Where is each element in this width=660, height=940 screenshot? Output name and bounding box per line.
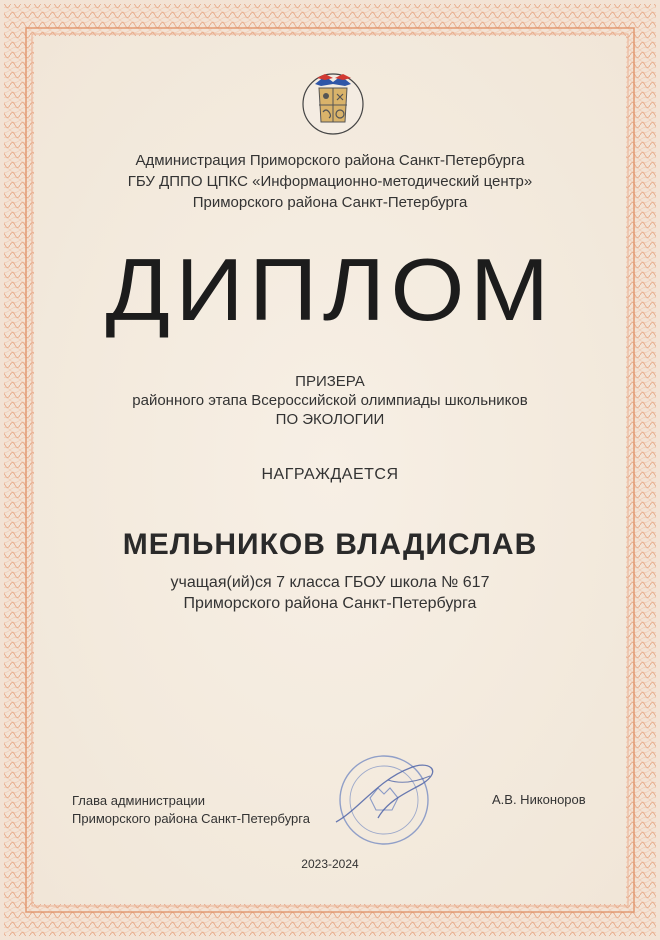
organization-line-1: Администрация Приморского района Санкт-Петербурга <box>135 152 525 169</box>
recipient-details <box>0 572 660 614</box>
signer-name: А.В. Никоноров <box>492 792 586 807</box>
recipient-district: Приморского района Санкт-Петербурга <box>183 595 477 612</box>
signer-position-line-1: Глава администрации <box>72 793 206 808</box>
signer-position-line-2: Приморского района Санкт-Петербурга <box>72 811 310 826</box>
signer-position <box>72 792 310 828</box>
award-description <box>0 372 660 429</box>
organization-line-3: Приморского района Санкт-Петербурга <box>192 194 468 211</box>
organization-header <box>0 150 660 213</box>
diploma-title: ДИПЛОМ <box>105 240 555 339</box>
awarded-label: НАГРАЖДАЕТСЯ <box>261 466 399 483</box>
recipient-name: МЕЛЬНИКОВ ВЛАДИСЛАВ <box>122 528 538 561</box>
olympiad-emblem-icon <box>295 66 371 138</box>
award-subject: ПО ЭКОЛОГИИ <box>275 411 385 428</box>
organization-line-2: ГБУ ДППО ЦПКС «Информационно-методический центр» <box>127 173 533 190</box>
recipient-school: учащая(ий)ся 7 класса ГБОУ школа № 617 <box>170 574 490 591</box>
award-event: районного этапа Всероссийской олимпиады школьников <box>132 392 528 409</box>
official-stamp <box>318 740 450 850</box>
award-level: ПРИЗЕРА <box>295 373 365 390</box>
academic-year: 2023-2024 <box>301 857 359 871</box>
